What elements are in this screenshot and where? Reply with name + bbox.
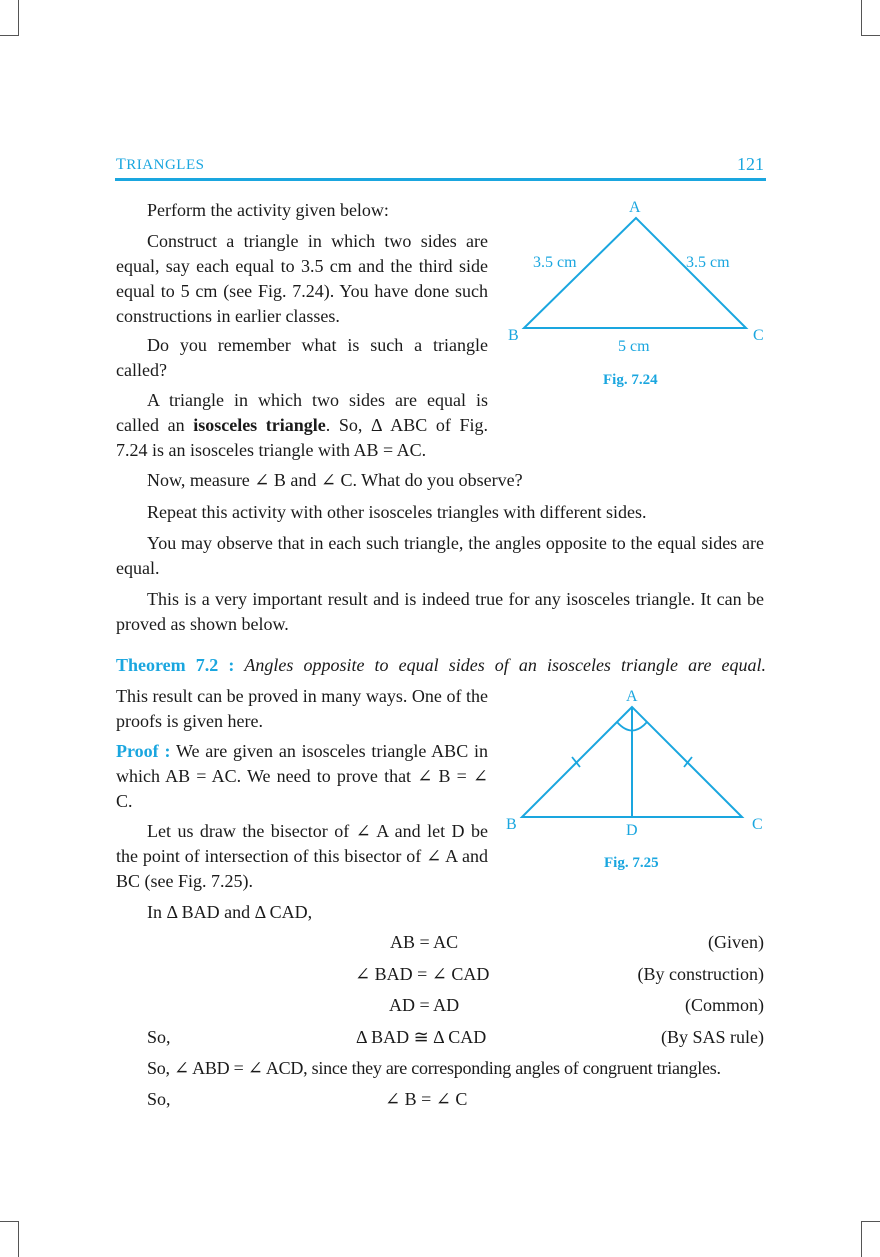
proof-label: Proof : xyxy=(116,741,171,761)
vertex-c-label: C xyxy=(752,816,763,833)
paragraph-proof: Proof : We are given an isosceles triangle ABC in which AB = AC. We need to prove that ∠ B = ∠ C. xyxy=(116,741,488,811)
crop-mark xyxy=(862,1221,880,1222)
figure-7-24 xyxy=(500,190,780,400)
crop-mark xyxy=(862,35,880,36)
figure-7-25 xyxy=(500,683,780,843)
paragraph-observe: You may observe that in each such triangle, the angles opposite to the equal sides are equal. xyxy=(116,533,764,578)
side-ac-label: 3.5 cm xyxy=(686,254,730,271)
step-statement: Δ BAD ≅ Δ CAD xyxy=(356,1027,487,1047)
final-lead: So, xyxy=(147,1089,171,1109)
paragraph-construct: Construct a triangle in which two sides are equal, say each equal to 3.5 cm and the third side equal to 5 cm (see Fig. 7.24). You have done such constructions in earlier classes. xyxy=(116,231,488,326)
step-reason: (By SAS rule) xyxy=(661,1027,764,1047)
crop-mark xyxy=(0,35,18,36)
vertex-c-label: C xyxy=(753,327,764,344)
final-statement: ∠ B = ∠ C xyxy=(385,1089,468,1109)
vertex-d-label: D xyxy=(626,822,638,839)
running-header-title: TRIANGLES xyxy=(116,156,205,173)
page-number: 121 xyxy=(737,154,764,174)
side-ab-label: 3.5 cm xyxy=(533,254,577,271)
paragraph-repeat: Repeat this activity with other isosceles triangles with different sides. xyxy=(147,502,647,522)
vertex-b-label: B xyxy=(508,327,519,344)
figure-7-25-caption: Fig. 7.25 xyxy=(604,855,659,871)
step-statement: ∠ BAD = ∠ CAD xyxy=(355,964,490,984)
step-reason: (By construction) xyxy=(637,964,764,984)
paragraph-bisector: Let us draw the bisector of ∠ A and let D be the point of intersection of this bisector of ∠ A and BC (see Fig. 7.25). xyxy=(116,821,488,891)
step-reason: (Common) xyxy=(685,995,764,1015)
crop-mark xyxy=(0,1221,18,1222)
crop-mark xyxy=(861,0,862,36)
theorem-label: Theorem 7.2 : xyxy=(116,655,235,675)
paragraph-triangles: In Δ BAD and Δ CAD, xyxy=(147,902,313,922)
crop-mark xyxy=(861,1221,862,1257)
triangle-abc xyxy=(524,218,746,328)
step-reason: (Given) xyxy=(708,932,764,952)
side-bc-label: 5 cm xyxy=(618,338,650,355)
figure-7-24-caption: Fig. 7.24 xyxy=(603,372,658,388)
step-statement: AD = AD xyxy=(389,995,460,1015)
theorem-statement: Angles opposite to equal sides of an isosceles triangle are equal. xyxy=(244,655,766,675)
paragraph-proof-intro: This result can be proved in many ways. One of the proofs is given here. xyxy=(116,686,488,731)
step-statement: AB = AC xyxy=(390,932,459,952)
paragraph-measure: Now, measure ∠ B and ∠ C. What do you observe? xyxy=(147,470,523,490)
paragraph-important: This is a very important result and is indeed true for any isosceles triangle. It can be proved as shown below. xyxy=(116,589,764,634)
crop-mark xyxy=(18,0,19,36)
paragraph-remember: Do you remember what is such a triangle called? xyxy=(116,335,488,380)
theorem-7-2 xyxy=(116,653,766,678)
paragraph-isosceles-definition: A triangle in which two sides are equal is called an isosceles triangle. So, Δ ABC of Fig. 7.24 is an isosceles triangle with AB = AC. xyxy=(116,390,488,460)
vertex-b-label: B xyxy=(506,816,517,833)
step-lead: So, xyxy=(147,1027,171,1047)
paragraph-corresponding: So, ∠ ABD = ∠ ACD, since they are corresponding angles of congruent triangles. xyxy=(147,1058,721,1078)
vertex-a-label: A xyxy=(629,199,641,216)
header-rule xyxy=(115,178,766,181)
crop-mark xyxy=(18,1221,19,1257)
vertex-a-label: A xyxy=(626,688,638,705)
paragraph-activity-intro: Perform the activity given below: xyxy=(147,200,389,220)
